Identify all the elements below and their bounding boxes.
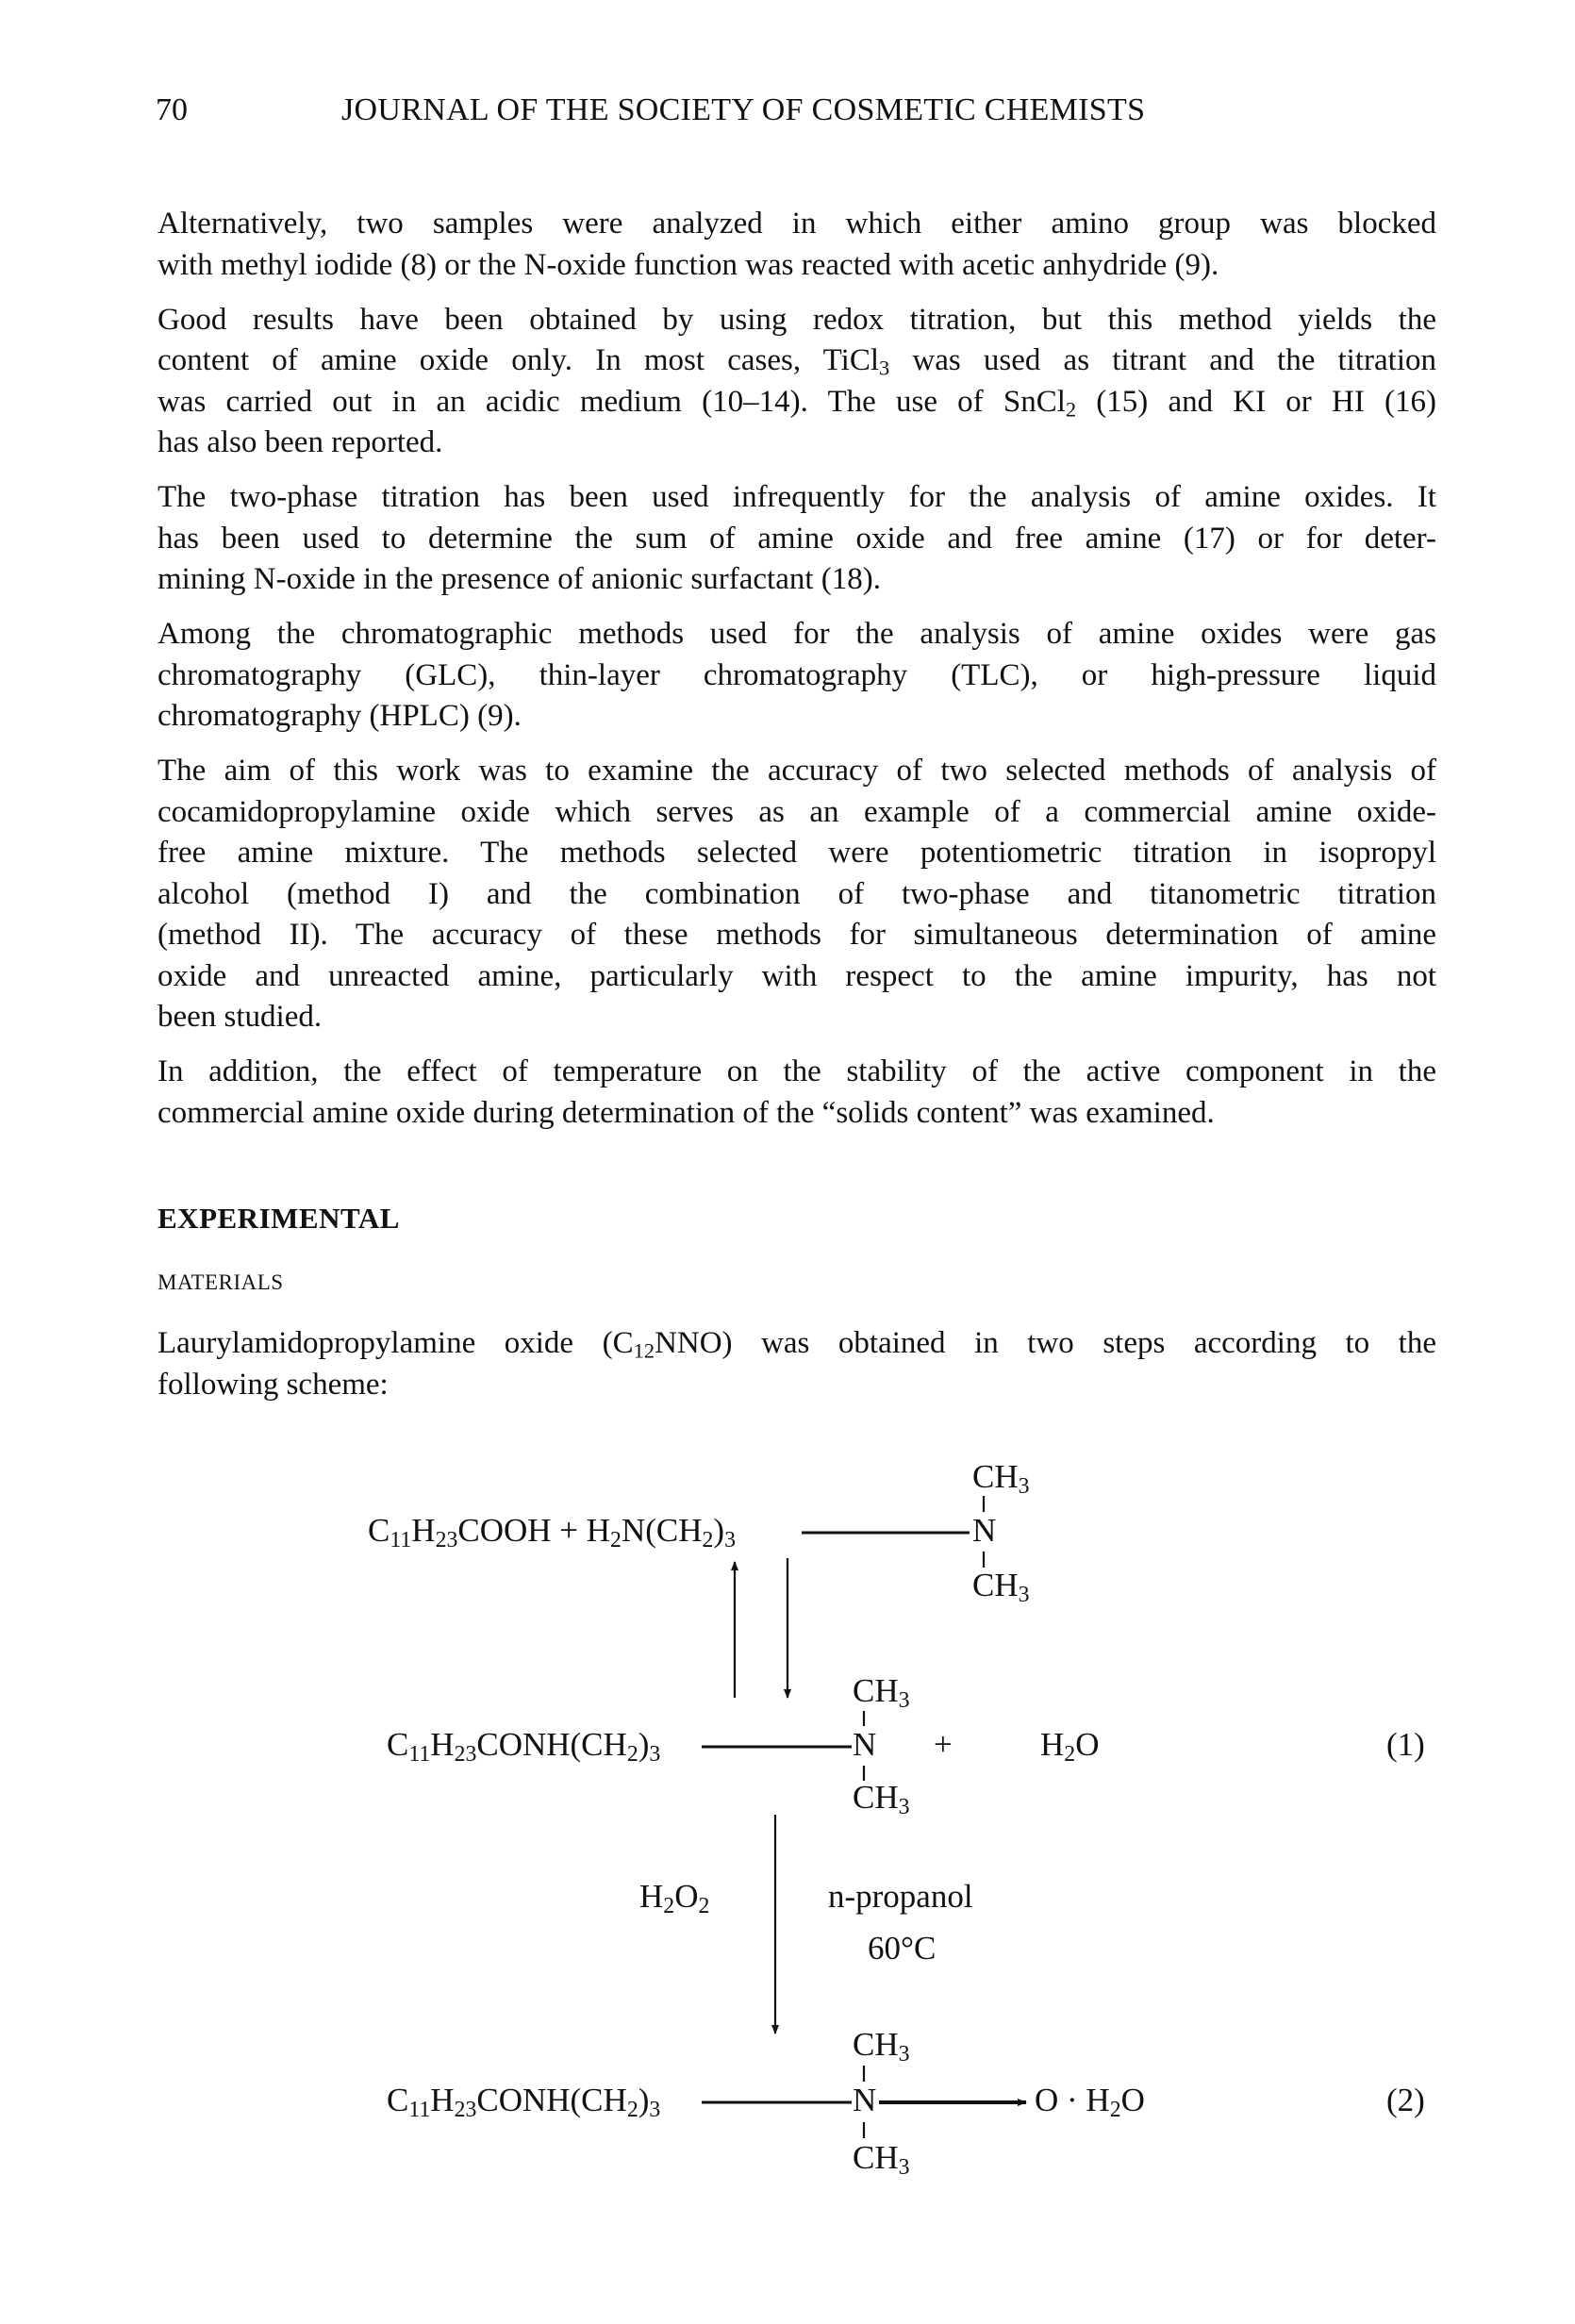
plus-sign: + xyxy=(934,1726,953,1763)
text-run: H xyxy=(430,1726,455,1763)
text-run: C xyxy=(387,2082,409,2118)
solvent-label: n-propanol xyxy=(828,1878,973,1915)
subsection-heading: MATERIALS xyxy=(158,1270,284,1294)
section-heading: EXPERIMENTAL xyxy=(158,1202,400,1235)
text-run: oxide and unreacted amine, particularly with respect to the amine impurity, has not xyxy=(158,958,1436,993)
subscript: 3 xyxy=(898,1794,910,1819)
text-run: CH xyxy=(853,1672,899,1709)
text-run: O · H xyxy=(1035,2082,1110,2118)
subscript: 3 xyxy=(898,2154,910,2180)
text-run: was used as titrant and the titration xyxy=(889,343,1436,377)
text-run: chromatography (HPLC) (9). xyxy=(158,699,522,733)
text-run: C xyxy=(387,1726,409,1763)
text-run: ) xyxy=(713,1512,725,1549)
text-run: O xyxy=(674,1878,699,1915)
ch3-group xyxy=(972,1567,1030,1607)
text-run: O xyxy=(1120,2082,1145,2118)
text-run: CH xyxy=(853,2139,899,2176)
text-run: CH xyxy=(972,1567,1019,1603)
subscript: 3 xyxy=(649,1741,661,1767)
subscript: 3 xyxy=(1018,1473,1030,1499)
text-run: free amine mixture. The methods selected were potentiometric titration in isopropyl xyxy=(158,836,1436,870)
subscript: 3 xyxy=(898,2041,910,2067)
text-run: H xyxy=(411,1512,436,1549)
text-run: (method II). The accuracy of these methods for simultaneous determination of amine xyxy=(158,918,1436,952)
reactants-formula xyxy=(368,1512,736,1550)
text-run: COOH + H xyxy=(457,1512,611,1549)
subscript: 2 xyxy=(698,1893,710,1918)
amide-formula xyxy=(387,1726,661,1767)
text-run: H xyxy=(639,1878,664,1915)
subscript: 2 xyxy=(1064,1741,1076,1767)
text-run: ) xyxy=(638,2082,650,2118)
nitrogen-atom: N xyxy=(853,1726,877,1763)
ch3-group xyxy=(853,1779,910,1817)
text-run: H xyxy=(1040,1726,1065,1763)
text-run: The two-phase titration has been used infrequently for the analysis of amine oxides. It xyxy=(158,480,1436,514)
text-run: CH xyxy=(972,1458,1019,1495)
text-run: following scheme: xyxy=(158,1367,389,1402)
text-run: chromatography (GLC), thin-layer chromatography (TLC), or high-pressure liquid xyxy=(158,657,1436,692)
product-formula xyxy=(387,2082,661,2122)
subscript: 23 xyxy=(454,1741,477,1767)
text-run: In addition, the effect of temperature on the stability of the active component in the xyxy=(158,1054,1436,1088)
text-run: NNO) was obtained in two steps according to the xyxy=(655,1326,1436,1360)
nitrogen-atom: N xyxy=(853,2082,877,2118)
text-run: The aim of this work was to examine the accuracy of two selected methods of analysis of xyxy=(158,754,1436,788)
subscript: 2 xyxy=(626,1741,638,1767)
text-run: commercial amine oxide during determination of the “solids content” was examined. xyxy=(158,1095,1215,1130)
temperature-label: 60°C xyxy=(868,1930,937,1967)
journal-title: JOURNAL OF THE SOCIETY OF COSMETIC CHEMISTS xyxy=(341,92,1146,127)
text-run: with methyl iodide (8) or the N-oxide function was reacted with acetic anhydride (9). xyxy=(158,247,1219,282)
text-run: CH xyxy=(853,1779,899,1816)
text-run: has also been reported. xyxy=(158,425,443,459)
subscript: 23 xyxy=(454,2097,477,2122)
subscript: 11 xyxy=(408,1741,431,1767)
ch3-group xyxy=(972,1458,1030,1499)
subscript: 2 xyxy=(702,1527,714,1552)
subscript: 2 xyxy=(626,2097,638,2122)
text-run: (15) and KI or HI (16) xyxy=(1076,384,1436,419)
text-run: cocamidopropylamine oxide which serves as an example of a commercial amine oxide- xyxy=(158,794,1436,829)
ch3-group xyxy=(853,1672,910,1713)
water-formula xyxy=(1040,1726,1100,1767)
text-run: alcohol (method I) and the combination of two-phase and titanometric titration xyxy=(158,876,1436,911)
subscript: 11 xyxy=(408,2097,431,2122)
subscript: 3 xyxy=(898,1687,910,1713)
subscript: 12 xyxy=(633,1338,655,1363)
text-run: mining N-oxide in the presence of anionic surfactant (18). xyxy=(158,562,881,596)
text-run: CONH(CH xyxy=(476,1726,627,1763)
subscript: 2 xyxy=(1065,397,1077,422)
ch3-group xyxy=(853,2139,910,2180)
subscript: 3 xyxy=(724,1527,736,1552)
text-run: N(CH xyxy=(621,1512,703,1549)
oxide-hydrate xyxy=(1035,2082,1145,2122)
text-run: C xyxy=(368,1512,390,1549)
text-run: Good results have been obtained by using redox titration, but this method yields the xyxy=(158,302,1436,337)
reagent-h2o2 xyxy=(639,1878,709,1916)
equation-label-1: (1) xyxy=(1386,1726,1425,1763)
text-run: Laurylamidopropylamine oxide (C xyxy=(158,1326,634,1360)
subscript: 3 xyxy=(1018,1582,1030,1607)
text-run: CONH(CH xyxy=(476,2082,627,2118)
equation-label-2: (2) xyxy=(1386,2082,1425,2118)
subscript: 3 xyxy=(879,356,890,380)
text-run: Among the chromatographic methods used for the analysis of amine oxides were gas xyxy=(158,617,1436,651)
text-run: Alternatively, two samples were analyzed in which either amino group was blocked xyxy=(158,207,1436,241)
subscript: 2 xyxy=(663,1893,675,1918)
page-number: 70 xyxy=(156,92,188,127)
text-run: has been used to determine the sum of amine oxide and free amine (17) or for deter- xyxy=(158,521,1436,556)
subscript: 23 xyxy=(435,1527,458,1552)
text-run: content of amine oxide only. In most cases, TiCl xyxy=(158,343,880,377)
text-run: H xyxy=(430,2082,455,2118)
subscript: 2 xyxy=(610,1527,622,1552)
text-run: was carried out in an acidic medium (10–14). The use of SnCl xyxy=(158,384,1066,419)
text-run: CH xyxy=(853,2026,899,2063)
ch3-group xyxy=(853,2026,910,2067)
text-run: been studied. xyxy=(158,1000,323,1034)
text-run: ) xyxy=(638,1726,650,1763)
subscript: 2 xyxy=(1109,2097,1121,2122)
nitrogen-atom: N xyxy=(972,1512,997,1549)
text-run: O xyxy=(1075,1726,1100,1763)
subscript: 11 xyxy=(390,1527,412,1552)
subscript: 3 xyxy=(649,2097,661,2122)
